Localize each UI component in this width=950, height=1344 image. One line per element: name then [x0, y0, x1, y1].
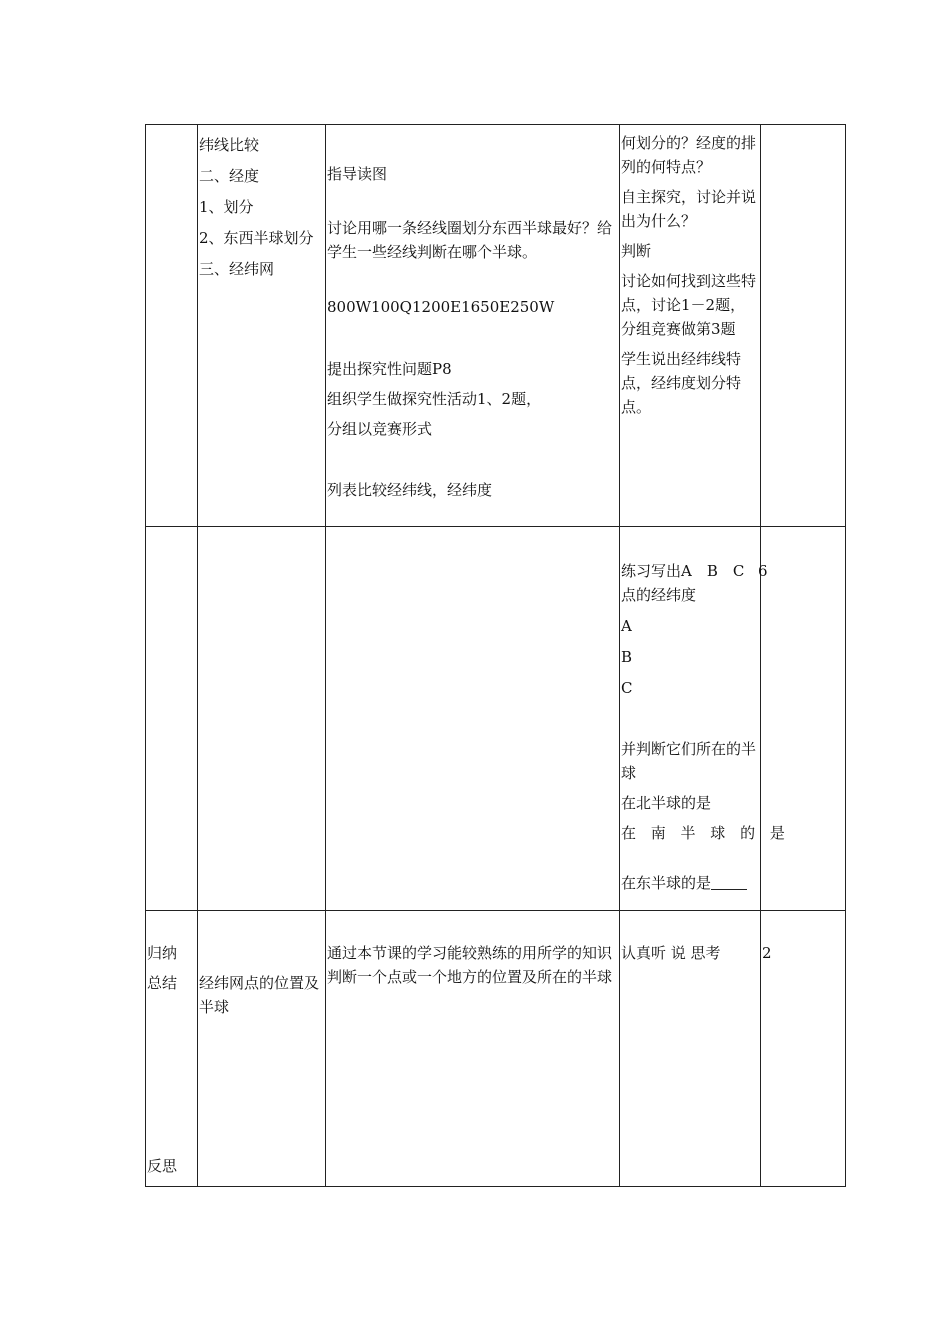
student-activity: 讨论如何找到这些特点，讨论1－2题，分组竞赛做第3题	[621, 272, 757, 338]
exercise-text: 在东半球的是	[621, 874, 712, 892]
exercise-line: 并判断它们所在的半球	[621, 740, 757, 782]
student-activity: 判断	[621, 242, 652, 260]
exercise-line: 在 南 半 球 的 是	[621, 824, 790, 842]
lesson-plan-table	[145, 124, 846, 1187]
cell-r1-c2	[198, 125, 326, 527]
outline-item: 三、经纬网	[199, 260, 275, 278]
section-label: 反思	[147, 1157, 178, 1175]
student-activity: 认真听 说 思考	[621, 944, 721, 962]
cell-r1-c5	[761, 125, 846, 527]
table-row	[146, 911, 846, 1187]
student-activity: 何划分的？经度的排列的何特点？	[621, 134, 757, 176]
cell-r1-c4	[620, 125, 761, 527]
teacher-activity: 指导读图	[327, 165, 388, 183]
teacher-activity: 列表比较经纬线，经纬度	[327, 481, 493, 499]
cell-r2-c1	[146, 527, 198, 911]
cell-r3-c2	[198, 911, 326, 1187]
exercise-line: 在北半球的是	[621, 794, 712, 812]
cell-r2-c3	[326, 527, 620, 911]
exercise-line: C	[621, 679, 633, 697]
teacher-activity: 800W100Q1200E1650E250W	[327, 298, 555, 316]
cell-r1-c3	[326, 125, 620, 527]
cell-r2-c5	[758, 527, 846, 911]
answer-blank	[711, 873, 747, 890]
student-activity: 学生说出经纬线特点，经纬度划分特点。	[621, 350, 742, 416]
exercise-line: 点的经纬度	[621, 586, 697, 604]
outline-item: 1、划分	[199, 198, 254, 216]
cell-r3-c3	[326, 911, 620, 1187]
cell-r2-c2	[198, 527, 326, 911]
section-label: 归纳	[147, 944, 178, 962]
content-topic: 经纬网点的位置及半球	[199, 974, 320, 1016]
exercise-line: 练习写出A B C	[621, 562, 745, 580]
teacher-activity: 组织学生做探究性活动1、2题，	[327, 390, 542, 408]
time-minutes: 2	[762, 944, 772, 962]
teacher-activity: 提出探究性问题P8	[327, 360, 452, 378]
cell-r1-c1	[146, 125, 198, 527]
cell-r3-c1	[146, 911, 198, 1187]
outline-item: 2、东西半球划分	[199, 229, 314, 247]
teacher-activity: 通过本节课的学习能较熟练的用所学的知识判断一个点或一个地方的位置及所在的半球	[327, 944, 613, 986]
outline-item: 二、经度	[199, 167, 260, 185]
teacher-activity: 分组以竞赛形式	[327, 420, 433, 438]
table-row	[146, 527, 846, 911]
cell-r2-c4	[620, 527, 790, 911]
outline-item: 纬线比较	[199, 136, 260, 154]
exercise-line: A	[621, 617, 632, 635]
teacher-activity: 讨论用哪一条经线圈划分东西半球最好？给学生一些经线判断在哪个半球。	[327, 219, 613, 261]
cell-r3-c5	[761, 911, 846, 1187]
table-row	[146, 125, 846, 527]
cell-r3-c4	[620, 911, 761, 1187]
student-activity: 自主探究，讨论并说出为什么？	[621, 188, 757, 230]
section-label: 总结	[147, 974, 178, 992]
exercise-line	[621, 871, 759, 895]
exercise-line: B	[621, 648, 633, 666]
time-minutes: 6	[758, 562, 768, 580]
